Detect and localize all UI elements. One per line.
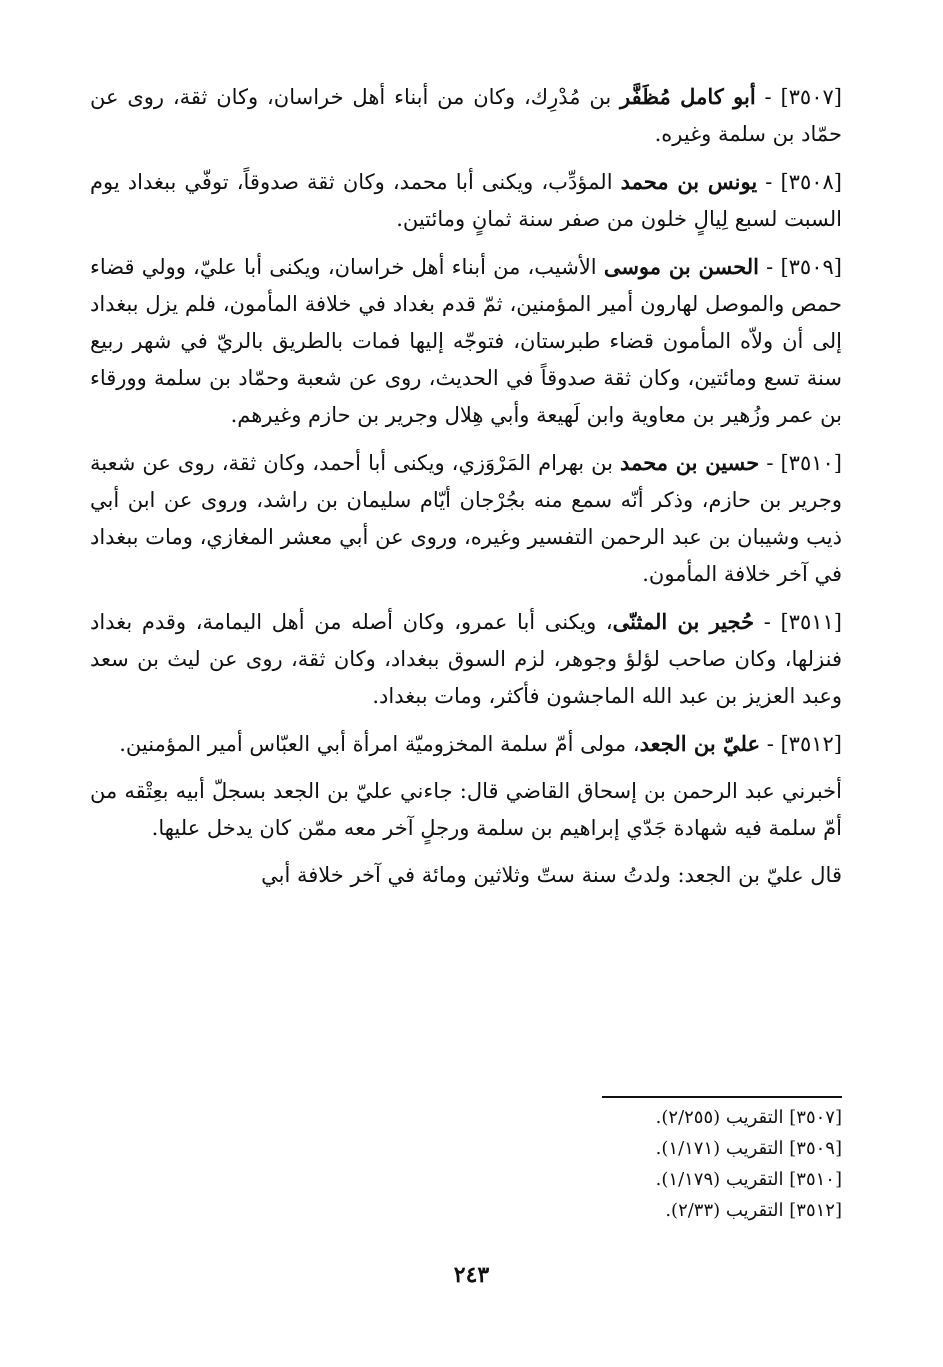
entry-number: [٣٥١٠] xyxy=(780,451,842,475)
entry-number: [٣٥١١] xyxy=(780,610,842,634)
entry-text: ، مولى أمّ سلمة المخزوميّة امرأة أبي العبّاس أمير المؤمنين. xyxy=(119,732,640,756)
entry-number: [٣٥٠٩] xyxy=(780,255,842,279)
paragraph-birth: قال عليّ بن الجعد: ولدتُ سنة ستّ وثلاثين ومائة في آخر خلافة أبي xyxy=(261,863,842,887)
entry-text: المؤدِّب، ويكنى أبا محمد، وكان ثقة صدوقاً، توفّي ببغداد يوم السبت لسبع لِيالٍ خلون من صفر سنة ثمانٍ ومائتين. xyxy=(90,170,842,231)
entry-text: بن بهرام المَرْوَزي، ويكنى أبا أحمد، وكان ثقة، روى عن شعبة وجرير بن حازم، وذكر أنّه سمع منه بجُرْجان أيّام سليمان بن راشد، وروى عن ابن أبي ذيب وشيبان بن عبد الرحمن التفسير وغيره، وروى عن أبي معشر المغازي، ومات ببغداد في آخر خلافة المأمون. xyxy=(90,451,842,586)
entry-text: الأشيب، من أبناء أهل خراسان، ويكنى أبا عليّ، وولي قضاء حمص والموصل لهارون أمير المؤمنين، ثمّ قدم بغداد في خلافة المأمون، فلم يزل ببغداد إلى أن ولاّه المأمون قضاء طبرستان، فتوجّه إليها فمات بالطريق بالريّ في شهر ربيع سنة تسع ومائتين، وكان ثقة صدوقاً في الحديث، روى عن شعبة وحمّاد بن سلمة وورقاء بن عمر وزُهير بن معاوية وابن لَهيعة وأبي هِلال وجرير بن حازم وغيرهم. xyxy=(90,255,842,427)
footnote-3509: [٣٥٠٩] التقريب (١/١٧١). xyxy=(655,1138,842,1159)
entry-name: أبو كامل مُظَفَّر xyxy=(620,84,756,109)
entry-name: يونس بن محمد xyxy=(620,169,758,194)
entry-3509: [٣٥٠٩] - الحسن بن موسى الأشيب، من أبناء أهل خراسان، ويكنى أبا عليّ، وولي قضاء حمص والموصل لهارون أمير المؤمنين، ثمّ قدم بغداد في خلافة المأمون، فلم يزل ببغداد إلى أن ولاّه المأمون قضاء طبرستان، فتوجّه إليها فمات بالطريق بالريّ في شهر ربيع سنة تسع ومائتين، وكان ثقة صدوقاً في الحديث، روى عن شعبة وحمّاد بن سلمة وورقاء بن عمر وزُهير بن معاوية وابن لَهيعة وأبي هِلال وجرير بن حازم وغيرهم. xyxy=(90,254,842,427)
entry-3511: [٣٥١١] - حُجير بن المثنّى، ويكنى أبا عمرو، وكان أصله من أهل اليمامة، وقدم بغداد فنزلها، وكان صاحب لؤلؤ وجوهر، لزم السوق ببغداد، وكان ثقة، روى عن ليث بن سعد وعبد العزيز بن عبد الله الماجشون فأكثر، ومات ببغداد. xyxy=(90,609,842,708)
entry-name: حُجير بن المثنّى xyxy=(612,609,755,634)
entry-name: حسين بن محمد xyxy=(620,450,760,475)
entry-text: ، ويكنى أبا عمرو، وكان أصله من أهل اليمامة، وقدم بغداد فنزلها، وكان صاحب لؤلؤ وجوهر، لزم السوق ببغداد، وكان ثقة، روى عن ليث بن سعد وعبد العزيز بن عبد الله الماجشون فأكثر، ومات ببغداد. xyxy=(90,610,842,708)
footnote-3510: [٣٥١٠] التقريب (١/١٧٩). xyxy=(655,1169,842,1190)
entry-number: [٣٥٠٨] xyxy=(780,170,842,194)
footnote-3512: [٣٥١٢] التقريب (٢/٣٣). xyxy=(665,1200,842,1221)
entry-3512: [٣٥١٢] - عليّ بن الجعد، مولى أمّ سلمة المخزوميّة امرأة أبي العبّاس أمير المؤمنين. xyxy=(119,731,842,756)
paragraph-report: أخبرني عبد الرحمن بن إسحاق القاضي قال: جاءني عليّ بن الجعد بسجلّ أبيه بعِتْقه من أمّ سلمة فيه شهادة جَدّي إبراهيم بن سلمة ورجلٍ آخر معه ممّن كان يدخل عليها. xyxy=(90,779,842,840)
footnotes xyxy=(90,1096,842,1226)
entry-name: عليّ بن الجعد xyxy=(639,731,761,756)
entry-3510: [٣٥١٠] - حسين بن محمد بن بهرام المَرْوَزي، ويكنى أبا أحمد، وكان ثقة، روى عن شعبة وجرير بن حازم، وذكر أنّه سمع منه بجُرْجان أيّام سليمان بن راشد، وروى عن ابن أبي ذيب وشيبان بن عبد الرحمن التفسير وغيره، وروى عن أبي معشر المغازي، ومات ببغداد في آخر خلافة المأمون. xyxy=(90,450,842,586)
page-number: ٢٤٣ xyxy=(453,1262,490,1288)
entry-name: الحسن بن موسى xyxy=(603,254,759,279)
footnote-3507: [٣٥٠٧] التقريب (٢/٢٥٥). xyxy=(655,1107,842,1128)
entry-3507: [٣٥٠٧] - أبو كامل مُظَفَّر بن مُدْرِك، وكان من أبناء أهل خراسان، وكان ثقة، روى عن حمّاد بن سلمة وغيره. xyxy=(90,84,842,146)
main-text xyxy=(90,78,842,904)
entry-text: بن مُدْرِك، وكان من أبناء أهل خراسان، وكان ثقة، روى عن حمّاد بن سلمة وغيره. xyxy=(90,85,842,146)
entry-3508: [٣٥٠٨] - يونس بن محمد المؤدِّب، ويكنى أبا محمد، وكان ثقة صدوقاً، توفّي ببغداد يوم السبت لسبع لِيالٍ خلون من صفر سنة ثمانٍ ومائتين. xyxy=(90,169,842,231)
entry-number: [٣٥١٢] xyxy=(780,732,842,756)
footnote-divider xyxy=(602,1096,842,1098)
entry-number: [٣٥٠٧] xyxy=(780,85,842,109)
